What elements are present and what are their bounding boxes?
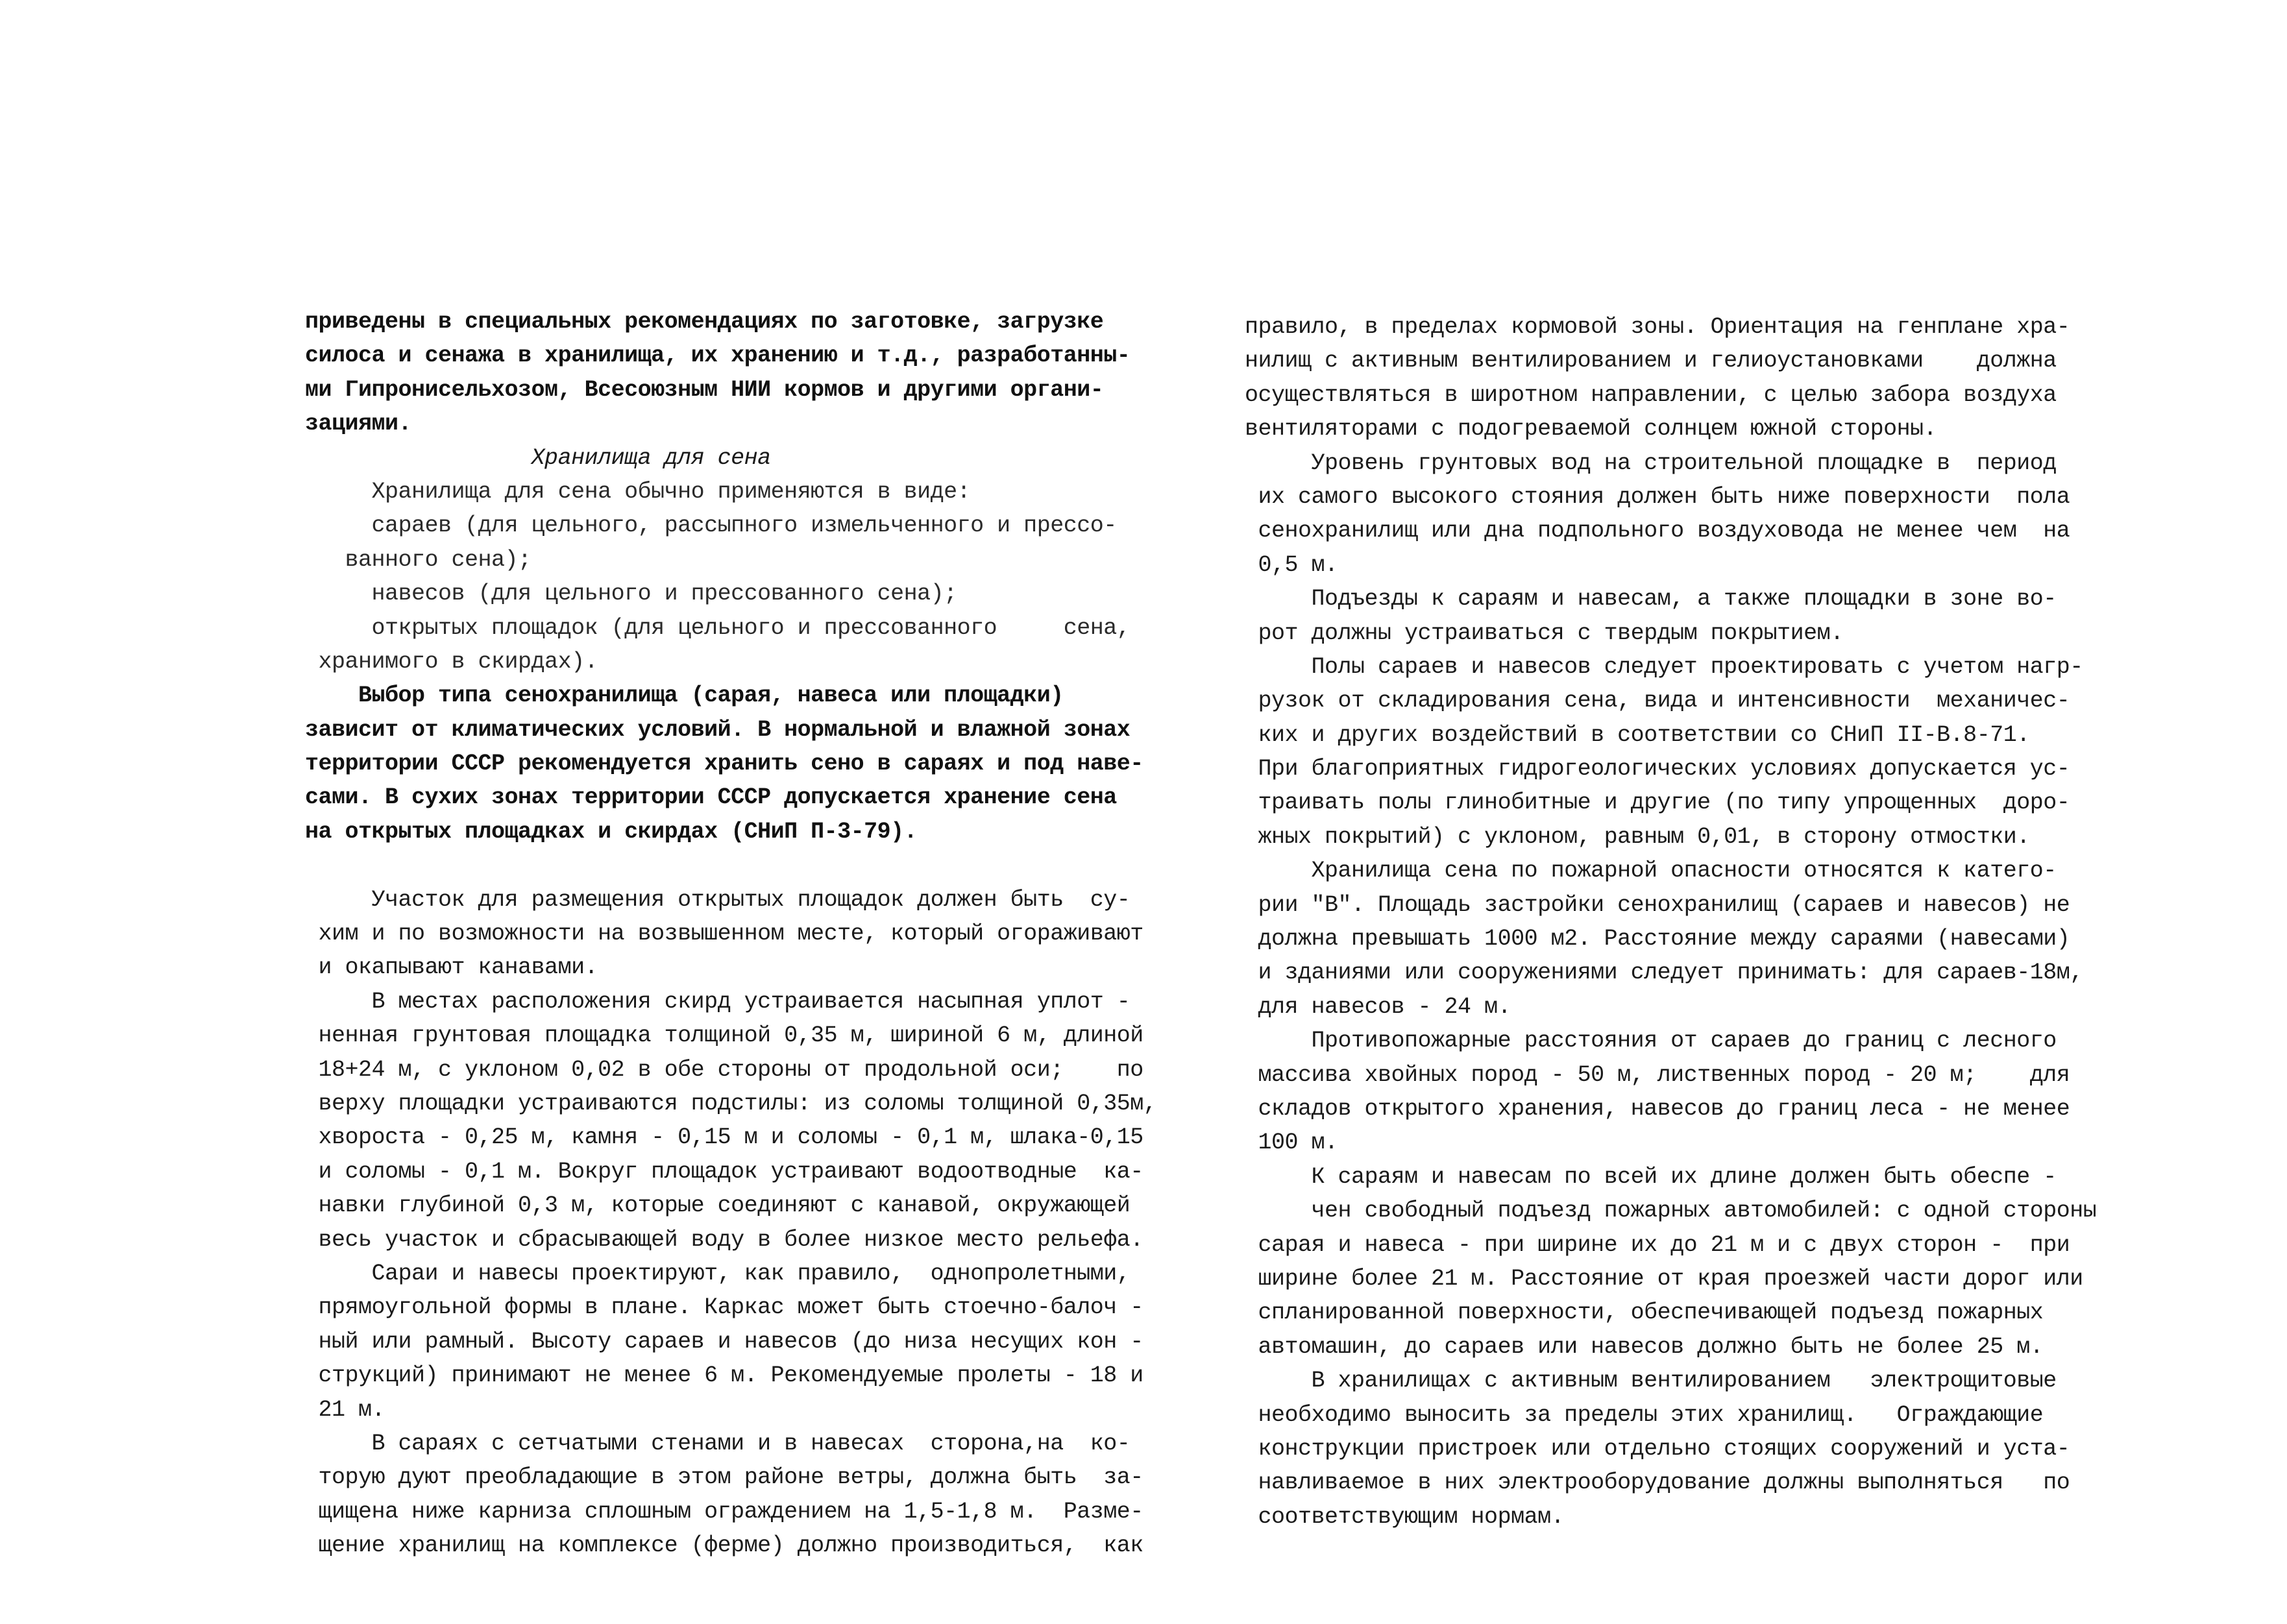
text-line: Участок для размещения открытых площадок должен быть су- — [305, 886, 1131, 913]
text-line: В местах расположения скирд устраивается насыпная уплот - — [305, 988, 1131, 1015]
text-line: зациями. — [305, 411, 412, 437]
text-line: для навесов - 24 м. — [1245, 993, 1511, 1020]
text-line: силоса и сенажа в хранилища, их хранению и т.д., разработанны- — [305, 343, 1131, 369]
text-line: автомашин, до сараев или навесов должно быть не более 25 м. — [1245, 1333, 2044, 1360]
text-line: сарая и навеса - при ширине их до 21 м и с двух сторон - при — [1245, 1231, 2070, 1258]
text-line: складов открытого хранения, навесов до границ леса - не менее — [1245, 1095, 2070, 1122]
paragraph-gap — [305, 849, 1149, 882]
text-line: правило, в пределах кормовой зоны. Ориентация на генплане хра- — [1245, 314, 2070, 340]
text-line: вентиляторами с подогреваемой солнцем южной стороны. — [1245, 416, 1937, 442]
text-line: траивать полы глинобитные и другие (по типу упрощенных доро- — [1245, 790, 2070, 816]
text-line: конструкции пристроек или отдельно стоящих сооружений и уста- — [1245, 1435, 2070, 1462]
text-line: открытых площадок (для цельного и прессованного сена, — [305, 614, 1131, 641]
text-line: сенохранилищ или дна подпольного воздуховода не менее чем на — [1245, 518, 2070, 544]
text-line: щищена ниже карниза сплошным ограждением на 1,5-1,8 м. Разме- — [305, 1498, 1144, 1525]
text-line: 18+24 м, с уклоном 0,02 в обе стороны от продольной оси; по — [305, 1056, 1144, 1083]
text-line: должна превышать 1000 м2. Расстояние между сараями (навесами) — [1245, 926, 2070, 952]
text-line: ванного сена); — [305, 546, 532, 573]
text-line: на открытых площадках и скирдах (СНиП П-3-79). — [305, 818, 918, 845]
text-line: хранимого в скирдах). — [305, 648, 598, 675]
right-text-column — [1245, 310, 2101, 1534]
text-line: соответствующим нормам. — [1245, 1503, 1565, 1530]
text-line: весь участок и сбрасывающей воду в более низкое место рельефа. — [305, 1226, 1144, 1253]
text-line: Хранилища сена по пожарной опасности относятся к катего- — [1245, 858, 2057, 884]
text-line: нилищ с активным вентилированием и гелиоустановками должна — [1245, 348, 2057, 374]
text-line: их самого высокого стояния должен быть ниже поверхности пола — [1245, 483, 2070, 510]
text-line: жных покрытий) с уклоном, равным 0,01, в сторону отмостки. — [1245, 823, 2030, 850]
text-line: навесов (для цельного и прессованного сена); — [305, 581, 957, 607]
text-line: Противопожарные расстояния от сараев до границ с лесного — [1245, 1028, 2057, 1054]
text-line: ми Гипронисельхозом, Всесоюзным НИИ кормов и другими органи- — [305, 376, 1104, 403]
text-line: Хранилища для сена обычно применяются в виде: — [305, 478, 971, 505]
text-line: сами. В сухих зонах территории СССР допускается хранение сена — [305, 784, 1117, 811]
text-line: В сараях с сетчатыми стенами и в навесах сторона,на ко- — [305, 1430, 1131, 1457]
text-line: торую дуют преобладающие в этом районе ветры, должна быть за- — [305, 1464, 1144, 1491]
text-line: Сараи и навесы проектируют, как правило, однопролетными, — [305, 1260, 1131, 1287]
text-line: зависит от климатических условий. В нормальной и влажной зонах — [305, 716, 1131, 743]
text-line: ненная грунтовая площадка толщиной 0,35 м, шириной 6 м, длиной — [305, 1023, 1144, 1049]
text-line: чен свободный подъезд пожарных автомобилей: с одной стороны — [1245, 1198, 2097, 1224]
text-line: рузок от складирования сена, вида и интенсивности механичес- — [1245, 688, 2070, 714]
text-line: и зданиями или сооружениями следует принимать: для сараев-18м, — [1245, 960, 2083, 986]
text-line: массива хвойных пород - 50 м, лиственных пород - 20 м; для — [1245, 1061, 2070, 1088]
text-line: К сараям и навесам по всей их длине должен быть обеспе - — [1245, 1163, 2057, 1190]
text-line: рии "В". Площадь застройки сенохранилищ (сараев и навесов) не — [1245, 891, 2070, 918]
text-line: хим и по возможности на возвышенном месте, который огораживают — [305, 921, 1144, 947]
text-line: навливаемое в них электрооборудование должны выполняться по — [1245, 1470, 2070, 1496]
text-line: При благоприятных гидрогеологических условиях допускается ус- — [1245, 756, 2070, 782]
text-line: ких и других воздействий в соответствии со СНиП II-В.8-71. — [1245, 721, 2030, 748]
text-line: 100 м. — [1245, 1130, 1338, 1156]
text-line: территории СССР рекомендуется хранить сено в сараях и под наве- — [305, 751, 1144, 777]
text-line: Полы сараев и навесов следует проектировать с учетом нагр- — [1245, 653, 2083, 680]
text-line: и окапывают канавами. — [305, 954, 598, 981]
text-line: хвороста - 0,25 м, камня - 0,15 м и соломы - 0,1 м, шлака-0,15 — [305, 1124, 1144, 1151]
text-line: верху площадки устраиваются подстилы: из соломы толщиной 0,35м, — [305, 1090, 1157, 1117]
text-line: струкций) принимают не менее 6 м. Рекомендуемые пролеты - 18 и — [305, 1363, 1144, 1389]
text-line: прямоугольной формы в плане. Каркас может быть стоечно-балоч - — [305, 1294, 1144, 1321]
text-line: и соломы - 0,1 м. Вокруг площадок устраивают водоотводные ка- — [305, 1158, 1144, 1185]
text-line: необходимо выносить за пределы этих хранилищ. Ограждающие — [1245, 1401, 2044, 1428]
text-line: навки глубиной 0,3 м, которые соединяют с канавой, окружающей — [305, 1193, 1131, 1219]
text-line: ширине более 21 м. Расстояние от края проезжей части дорог или — [1245, 1265, 2083, 1292]
text-line: 21 м. — [305, 1396, 385, 1423]
text-line: Уровень грунтовых вод на строительной площадке в период — [1245, 450, 2057, 476]
text-line: Выбор типа сенохранилища (сарая, навеса или площадки) — [305, 683, 1064, 709]
text-line: ный или рамный. Высоту сараев и навесов (до низа несущих кон - — [305, 1328, 1144, 1355]
text-line: 0,5 м. — [1245, 551, 1338, 578]
text-line: щение хранилищ на комплексе (ферме) должно производиться, как — [305, 1533, 1144, 1559]
text-line: осуществляться в широтном направлении, с целью забора воздуха — [1245, 382, 2057, 408]
text-line: спланированной поверхности, обеспечивающей подъезд пожарных — [1245, 1300, 2044, 1326]
text-line: рот должны устраиваться с твердым покрытием. — [1245, 620, 1844, 646]
text-line: В хранилищах с активным вентилированием электрощитовые — [1245, 1368, 2057, 1394]
text-line: сараев (для цельного, рассыпного измельченного и прессо- — [305, 513, 1117, 539]
text-line: Подъезды к сараям и навесам, а также площадки в зоне во- — [1245, 586, 2057, 612]
text-line: приведены в специальных рекомендациях по заготовке, загрузке — [305, 309, 1104, 335]
left-text-column — [305, 305, 1157, 1562]
section-heading: Хранилища для сена — [305, 444, 771, 471]
